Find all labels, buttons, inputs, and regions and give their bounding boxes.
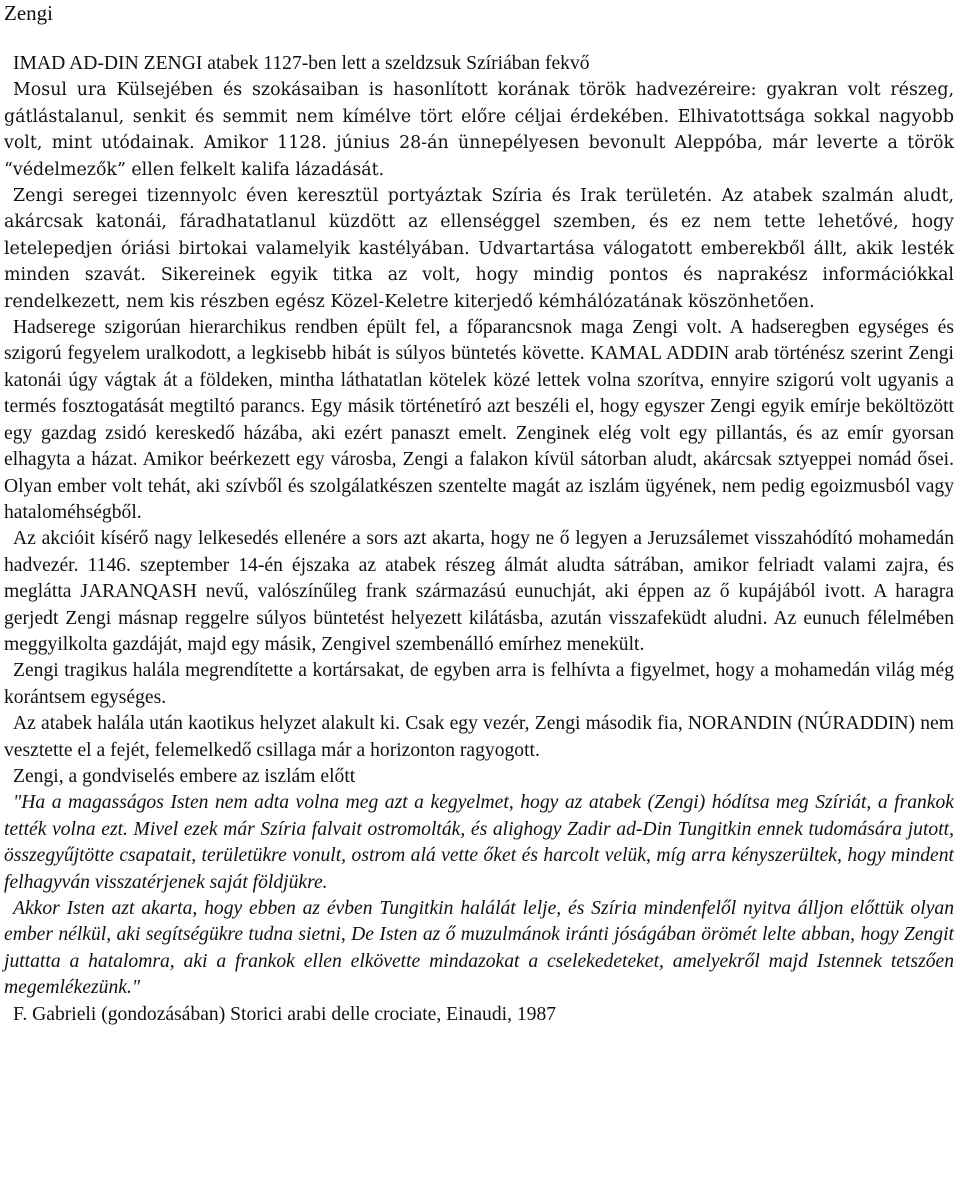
source-citation: F. Gabrieli (gondozásában) Storici arabi delle crociate, Einaudi, 1987 xyxy=(13,1003,557,1025)
paragraph-1: Mosul ura Külsejében és szokásaiban is hasonlított korának török hadvezéreire: gyakran volt részeg, gátlástalanul, senkit és semmit nem kímélve tört előre céljai érdekében. Elhivatottsága sokkal nagyobb volt, mint utódainak. Amikor 1128. június 28-án ünnepélyesen bevonult Aleppóba, már leverte a török “védelmezők” ellen felkelt kalifa lázadását. xyxy=(4,80,954,180)
title-spacer xyxy=(4,26,954,51)
document-title: Zengi xyxy=(4,1,53,25)
paragraph-5: Zengi tragikus halála megrendítette a kortársakat, de egyben arra is felhívta a figyelmet, hogy a mohamedán világ még korántsem egységes. xyxy=(4,660,954,708)
paragraph-3: Hadserege szigorúan hierarchikus rendben épült fel, a főparancsnok maga Zengi volt. A hadseregben egységes és szigorú fegyelem uralkodott, a legkisebb hibát is súlyos büntetés követte. KAMAL ADDIN arab történész szerint Zengi katonái úgy vágtak át a földeken, mintha láthatatlan kötelek közé lettek volna szorítva, ennyire szigorú volt ugyanis a termés fosztogatását megtiltó parancs. Egy másik történetíró azt beszéli el, hogy egyszer Zengi egyik emírje beköltözött egy gazdag zsidó kereskedő házába, aki ezért panaszt emelt. Zenginek elég volt egy pillantás, és az emír gyorsan elhagyta a házat. Amikor beérkezett egy városba, Zengi a falakon kívül sátorban aludt, akárcsak sztyeppei nomád ősei. Olyan ember volt tehát, aki szívből és szolgálatkészen szentelte magát az iszlám ügyének, nem pedig egoizmusból vagy hataloméhségből. xyxy=(4,317,954,523)
quote-paragraph-1: "Ha a magasságos Isten nem adta volna meg azt a kegyelmet, hogy az atabek (Zengi) hódítsa meg Szíriát, a frankok tették volna ezt. Mivel ezek már Szíria falvait ostromolták, és alighogy Zadir ad-Din Tungitkin ennek tudomására jutott, összegyűjtötte csapatait, területükre vonult, ostrom alá vette őket és harcolt velük, míg arra kényszerültek, hogy mindent felhagyván visszatérjenek saját földjükre. xyxy=(4,792,954,893)
quote-paragraph-2: Akkor Isten azt akarta, hogy ebben az évben Tungitkin halálát lelje, és Szíria mindenfelől nyitva álljon előttük olyan ember nélkül, aki segítségükre tudna sietni, De Isten az ő muzulmánok iránti jóságában örömét lelte abban, hogy Zengit juttatta a hatalomra, aki a frankok ellen elkövette mindazokat a cselekedeteket, amelyekről majd Istennek tetszően megemlékezünk." xyxy=(4,898,954,999)
paragraph-2: Zengi seregei tizennyolc éven keresztül portyáztak Szíria és Irak területén. Az atabek szalmán aludt, akárcsak katonái, fáradhatatlanul küzdött az ellenséggel szemben, és ez nem tette lehetővé, hogy letelepedjen óriási birtokai valamelyik kastélyában. Udvartartása válogatott emberekből állt, akik lesték minden szavát. Sikereinek egyik titka az volt, hogy mindig pontos és naprakész információkkal rendelkezett, nem kis részben egész Közel-Keletre kiterjedő kémhálózatának köszönhetően. xyxy=(4,186,954,312)
subheading: Zengi, a gondviselés embere az iszlám előtt xyxy=(13,765,356,787)
paragraph-6: Az atabek halála után kaotikus helyzet alakult ki. Csak egy vezér, Zengi második fia, NORANDIN (NÚRADDIN) nem vesztette el a fejét, felemelkedő csillaga már a horizonton ragyogott. xyxy=(4,713,954,761)
paragraph-4: Az akcióit kísérő nagy lelkesedés ellenére a sors azt akarta, hogy ne ő legyen a Jeruzsálemet visszahódító mohamedán hadvezér. 1146. szeptember 14-én éjszaka az atabek részeg álmát aludta sátrában, amikor felriadt valami zajra, és meglátta JARANQASH nevű, valószínűleg frank származású eunuchját, aki éppen az ő kupájából ivott. A haragra gerjedt Zengi másnap reggelre súlyos büntetést helyezett kilátásba, azután visszafeküdt aludni. Az eunuch félelmében meggyilkolta gazdáját, majd egy másik, Zengivel szembenálló emírhez menekült. xyxy=(4,528,954,655)
lead-line: IMAD AD-DIN ZENGI atabek 1127-ben lett a szeldzsuk Szíriában fekvő xyxy=(13,53,590,74)
